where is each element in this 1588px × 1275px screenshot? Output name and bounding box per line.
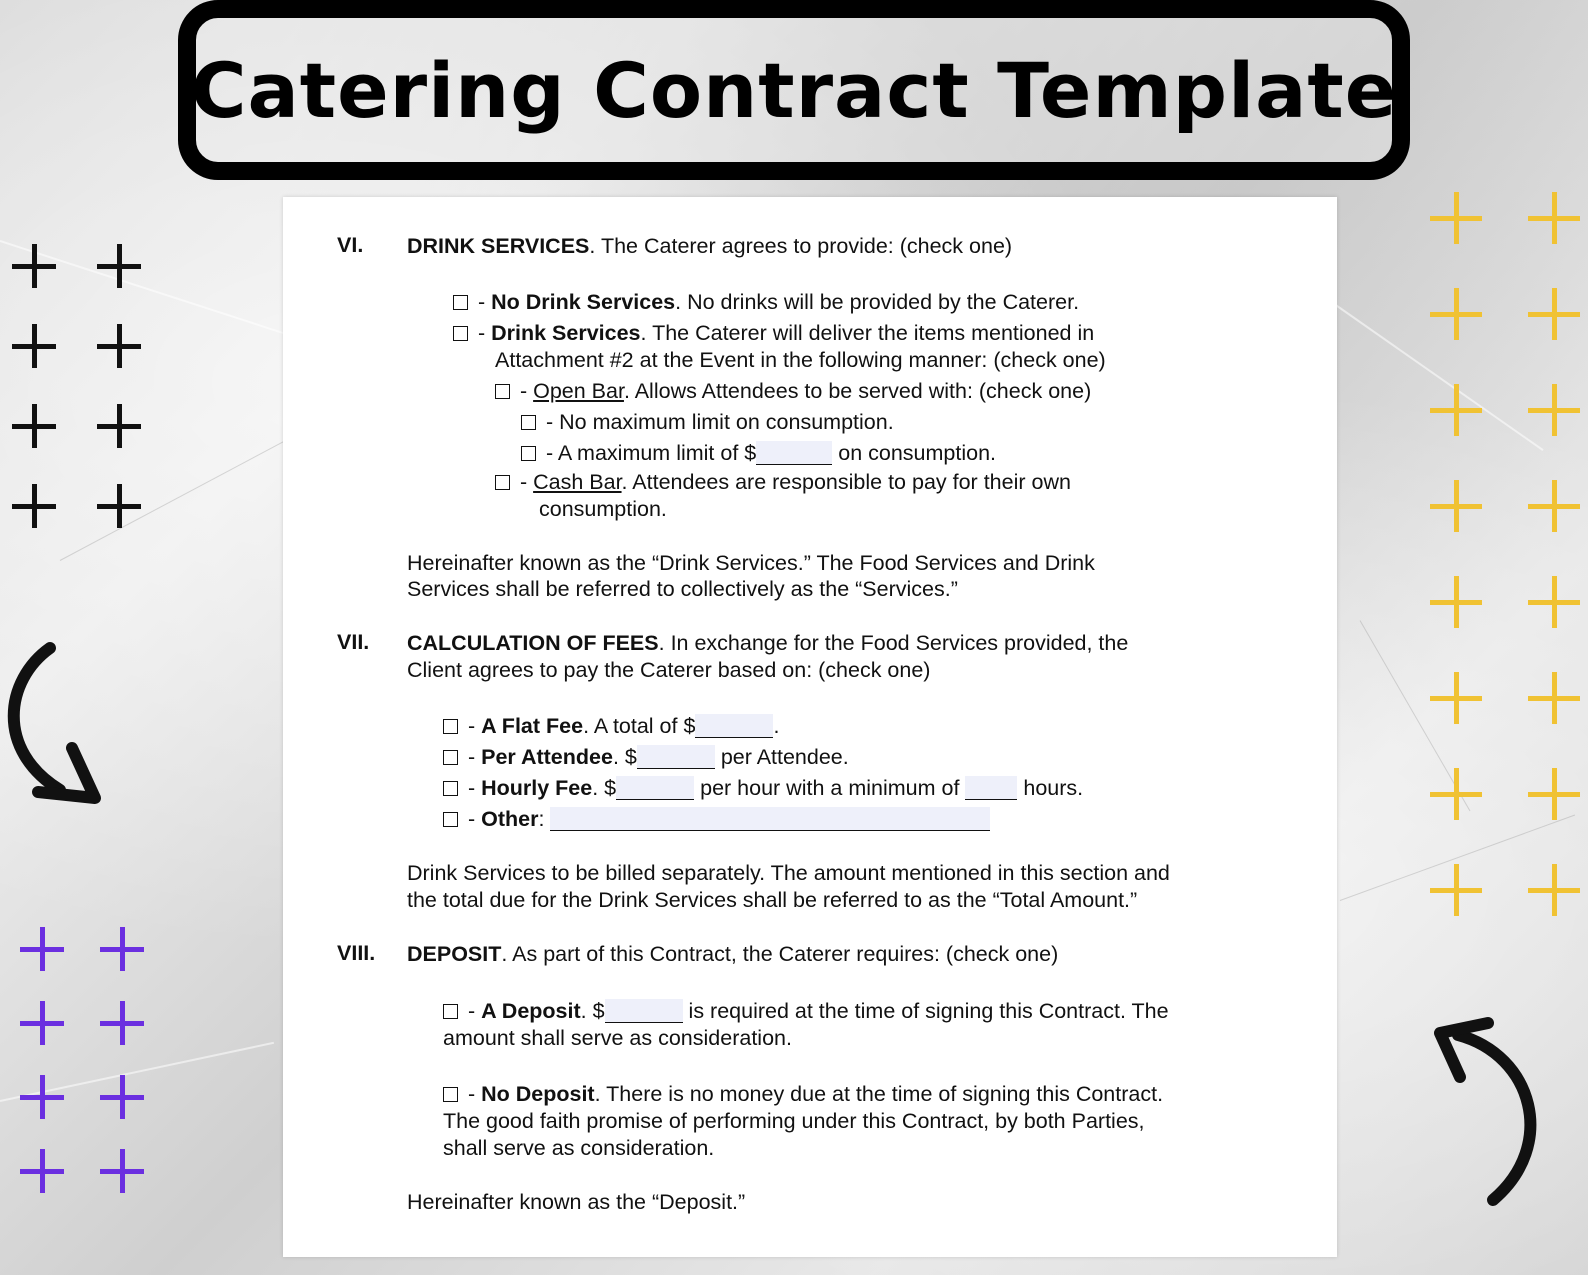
plus-icon	[1528, 288, 1580, 340]
checkbox[interactable]	[443, 812, 458, 827]
option-hourly-fee: - Hourly Fee. $ per hour with a minimum of hours.	[443, 775, 1083, 802]
option-no-deposit-cont-1: The good faith promise of performing under this Contract, by both Parties,	[443, 1109, 1145, 1133]
contract-page	[283, 197, 1337, 1257]
plus-icon	[20, 1149, 64, 1193]
plus-icon	[1528, 672, 1580, 724]
checkbox[interactable]	[495, 384, 510, 399]
option-no-deposit: - No Deposit. There is no money due at the time of signing this Contract.	[443, 1081, 1163, 1108]
section-vii-closing-2: the total due for the Drink Services shall be referred to as the “Total Amount.”	[407, 888, 1138, 912]
other-input[interactable]	[550, 807, 990, 831]
plus-icon	[1430, 672, 1482, 724]
black-plus-decoration	[12, 244, 141, 528]
plus-icon	[100, 1001, 144, 1045]
option-open-bar: - Open Bar. Allows Attendees to be served with: (check one)	[495, 378, 1091, 405]
plus-icon	[97, 484, 141, 528]
section-vii-intro-2: Client agrees to pay the Caterer based on: (check one)	[407, 658, 931, 682]
option-no-deposit-cont-2: shall serve as consideration.	[443, 1136, 715, 1160]
plus-icon	[1430, 576, 1482, 628]
checkbox[interactable]	[443, 781, 458, 796]
option-cash-bar: - Cash Bar. Attendees are responsible to pay for their own	[495, 469, 1071, 496]
section-vii-heading: CALCULATION OF FEES. In exchange for the Food Services provided, the	[407, 631, 1129, 655]
plus-icon	[20, 927, 64, 971]
option-maximum-limit: - A maximum limit of $ on consumption.	[521, 440, 996, 467]
option-no-drink-services: - No Drink Services. No drinks will be provided by the Caterer.	[453, 289, 1079, 316]
checkbox[interactable]	[443, 1087, 458, 1102]
checkbox[interactable]	[443, 750, 458, 765]
title-banner	[178, 0, 1410, 180]
purple-plus-decoration	[20, 927, 144, 1193]
section-vii-closing-1: Drink Services to be billed separately. The amount mentioned in this section and	[407, 861, 1170, 885]
option-drink-services-cont: Attachment #2 at the Event in the following manner: (check one)	[495, 348, 1106, 372]
plus-icon	[1430, 864, 1482, 916]
plus-icon	[1528, 480, 1580, 532]
checkbox[interactable]	[443, 719, 458, 734]
amount-input[interactable]	[605, 999, 683, 1023]
plus-icon	[1528, 384, 1580, 436]
plus-icon	[1430, 384, 1482, 436]
option-other: - Other:	[443, 806, 990, 833]
option-deposit: - A Deposit. $ is required at the time of signing this Contract. The	[443, 998, 1169, 1025]
plus-icon	[1430, 192, 1482, 244]
yellow-plus-decoration	[1430, 192, 1580, 916]
plus-icon	[100, 927, 144, 971]
curved-arrow-up-icon	[1428, 1015, 1548, 1210]
plus-icon	[1528, 192, 1580, 244]
section-number: VII.	[337, 630, 370, 654]
plus-icon	[12, 324, 56, 368]
section-heading: DEPOSIT	[407, 942, 502, 966]
curved-arrow-down-icon	[0, 640, 110, 815]
plus-icon	[20, 1075, 64, 1119]
plus-icon	[12, 244, 56, 288]
section-number: VI.	[337, 233, 364, 257]
section-vi-heading: DRINK SERVICES. The Caterer agrees to provide: (check one)	[407, 234, 1013, 258]
option-deposit-cont: amount shall serve as consideration.	[443, 1026, 792, 1050]
hours-input[interactable]	[965, 776, 1017, 800]
amount-input[interactable]	[616, 776, 694, 800]
plus-icon	[12, 404, 56, 448]
section-heading: DRINK SERVICES	[407, 234, 590, 258]
checkbox[interactable]	[495, 475, 510, 490]
plus-icon	[12, 484, 56, 528]
option-no-maximum: - No maximum limit on consumption.	[521, 409, 894, 436]
section-vi-closing-1: Hereinafter known as the “Drink Services.” The Food Services and Drink	[407, 551, 1095, 575]
plus-icon	[100, 1075, 144, 1119]
plus-icon	[100, 1149, 144, 1193]
plus-icon	[97, 324, 141, 368]
option-per-attendee: - Per Attendee. $ per Attendee.	[443, 744, 849, 771]
section-viii-closing: Hereinafter known as the “Deposit.”	[407, 1190, 746, 1214]
plus-icon	[20, 1001, 64, 1045]
section-viii-heading: DEPOSIT. As part of this Contract, the Caterer requires: (check one)	[407, 942, 1059, 966]
option-drink-services: - Drink Services. The Caterer will deliver the items mentioned in	[453, 320, 1094, 347]
plus-icon	[1528, 576, 1580, 628]
amount-input[interactable]	[637, 745, 715, 769]
plus-icon	[97, 404, 141, 448]
amount-input[interactable]	[756, 441, 832, 465]
plus-icon	[1430, 288, 1482, 340]
section-vi-closing-2: Services shall be referred to collectively as the “Services.”	[407, 577, 958, 601]
section-heading: CALCULATION OF FEES	[407, 631, 659, 655]
section-number: VIII.	[337, 941, 376, 965]
checkbox[interactable]	[521, 446, 536, 461]
plus-icon	[1528, 864, 1580, 916]
plus-icon	[1430, 480, 1482, 532]
amount-input[interactable]	[695, 714, 773, 738]
option-flat-fee: - A Flat Fee. A total of $ .	[443, 713, 779, 740]
option-cash-bar-cont: consumption.	[539, 497, 667, 521]
checkbox[interactable]	[453, 326, 468, 341]
checkbox[interactable]	[443, 1004, 458, 1019]
page-title: Catering Contract Template	[190, 45, 1398, 135]
checkbox[interactable]	[521, 415, 536, 430]
plus-icon	[97, 244, 141, 288]
plus-icon	[1528, 768, 1580, 820]
checkbox[interactable]	[453, 295, 468, 310]
plus-icon	[1430, 768, 1482, 820]
